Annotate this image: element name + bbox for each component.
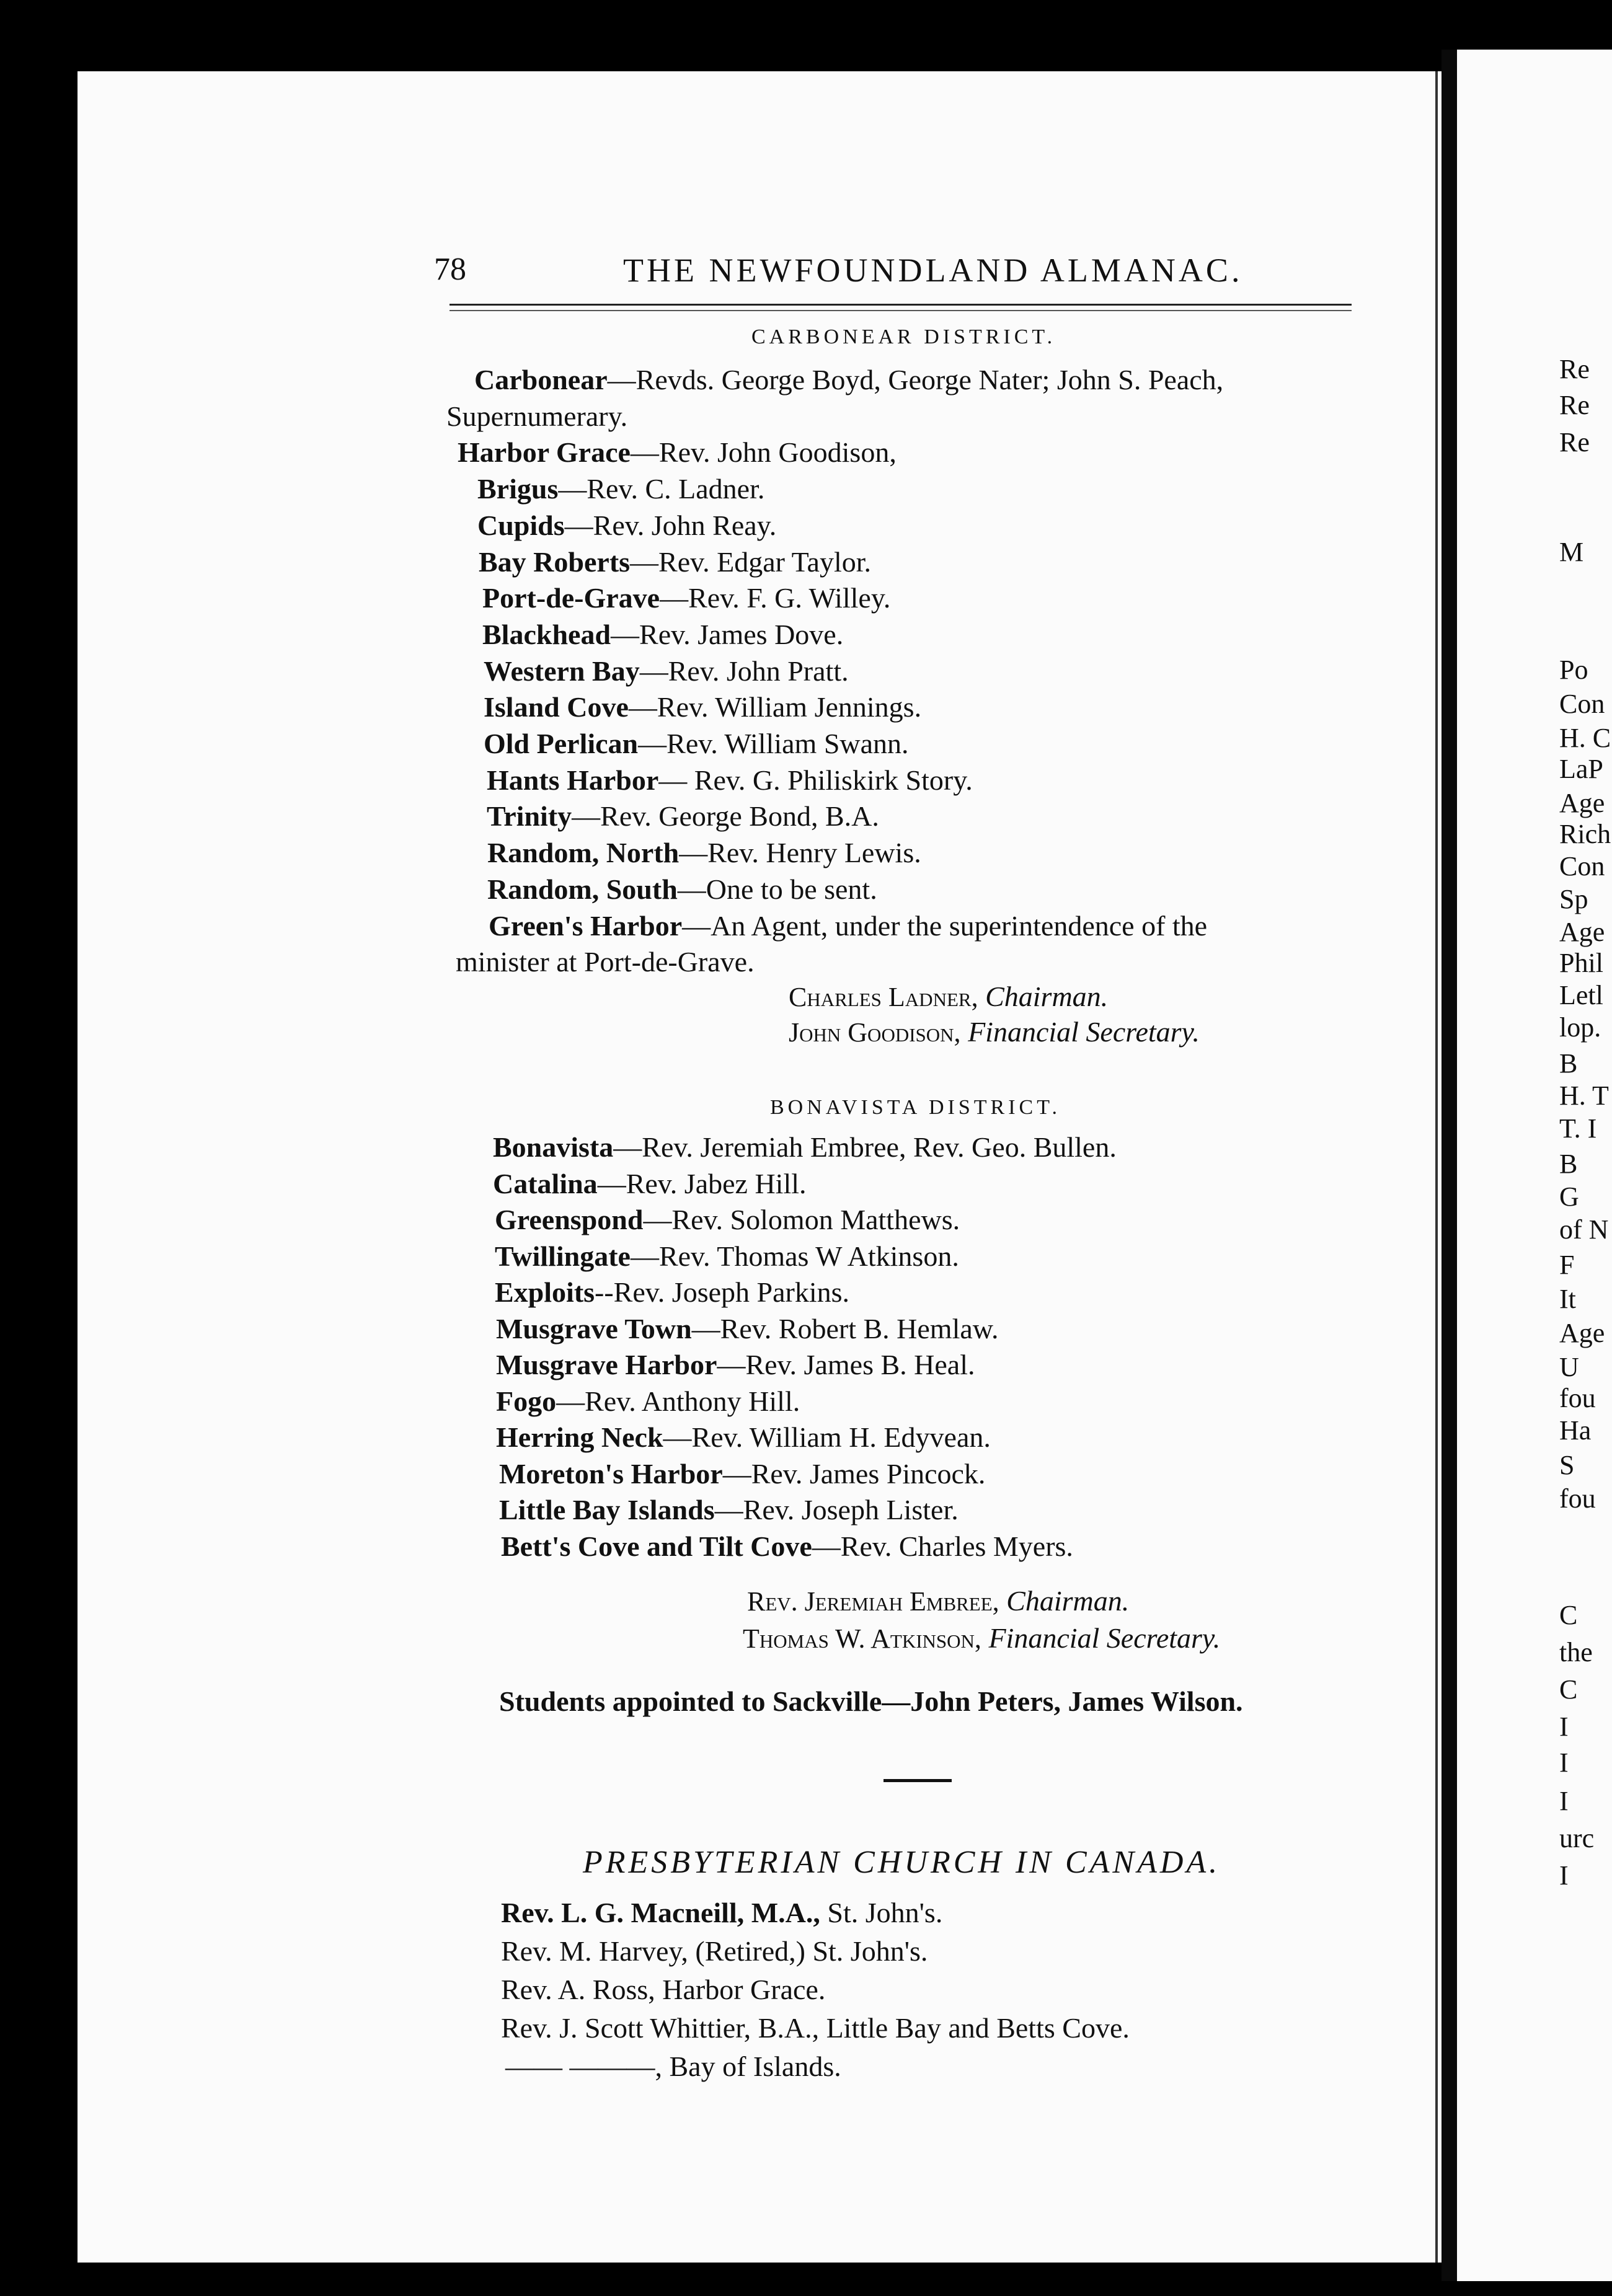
place-name: Old Perlican <box>484 728 639 759</box>
presbyterian-entry <box>501 2014 1130 2042</box>
appointment-line <box>484 657 849 686</box>
right-page-fragment: fou <box>1559 1383 1596 1413</box>
chairman-name: Rev. Jeremiah Embree, <box>747 1586 999 1617</box>
minister-text: Supernumerary. <box>446 400 628 432</box>
appointment-line <box>487 875 877 904</box>
right-page-fragment: B <box>1559 1048 1578 1079</box>
minister-text: —Rev. William Swann. <box>638 728 909 759</box>
right-page-fragment: U <box>1559 1352 1579 1382</box>
right-page-fragment: H. T <box>1559 1080 1609 1111</box>
parish-place: St. John's. <box>827 1897 943 1928</box>
place-name: Brigus <box>477 473 559 505</box>
minister-text: —Rev. George Bond, B.A. <box>572 800 879 832</box>
place-name: Bett's Cove and Tilt Cove <box>501 1530 812 1562</box>
presbyterian-entry <box>501 1976 825 2004</box>
appointment-line <box>496 1423 991 1452</box>
carbonear-chairman <box>789 982 1108 1011</box>
right-page-fragment: Con <box>1559 689 1605 719</box>
right-page-fragment: Po <box>1559 655 1588 685</box>
minister-text: —Rev. F. G. Willey. <box>660 582 891 614</box>
bonavista-heading: BONAVISTA DISTRICT. <box>770 1096 1061 1119</box>
place-name: Herring Neck <box>496 1421 663 1453</box>
carbonear-secretary <box>789 1018 1200 1046</box>
right-page-fragment: Re <box>1559 354 1590 384</box>
right-page-fragment: It <box>1559 1284 1576 1314</box>
appointment-line <box>493 1167 807 1199</box>
place-name: Exploits <box>495 1276 595 1308</box>
place-name: Random, North <box>487 837 680 869</box>
right-page-fragment: LaP <box>1559 754 1603 784</box>
right-page-fragment: Sp <box>1559 884 1588 914</box>
right-page-fragment: C <box>1559 1674 1578 1705</box>
chairman-title: Chairman. <box>1006 1585 1130 1617</box>
minister-text: —Rev. John Goodison, <box>630 436 897 469</box>
right-page-fragment: urc <box>1559 1823 1595 1853</box>
running-header: THE NEWFOUNDLAND ALMANAC. <box>623 252 1243 289</box>
right-page-fragment: S <box>1559 1450 1575 1480</box>
chairman-title: Chairman. <box>985 981 1109 1012</box>
minister-text: —Rev. Edgar Taylor. <box>630 545 872 578</box>
minister-text: —Revds. George Boyd, George Nater; John S. Peach, <box>607 364 1224 395</box>
place-name: Musgrave Town <box>496 1312 692 1344</box>
appointment-line <box>496 1312 999 1344</box>
minister-text: —Rev. Jeremiah Embree, Rev. Geo. Bullen. <box>613 1131 1117 1163</box>
secretary-name: Thomas W. Atkinson, <box>743 1623 981 1654</box>
place-name: Moreton's Harbor <box>499 1457 723 1490</box>
place-name: Cupids <box>477 509 565 541</box>
appointment-line <box>493 1133 1117 1162</box>
chairman-name: Charles Ladner, <box>789 982 978 1012</box>
right-page-fragment: F <box>1559 1250 1575 1280</box>
carbonear-heading: CARBONEAR DISTRICT. <box>751 325 1056 348</box>
minister-text: —Rev. C. Ladner. <box>558 473 765 505</box>
appointment-line <box>482 584 890 612</box>
right-page-fragment: Rich <box>1559 819 1611 849</box>
place-name: Catalina <box>493 1167 598 1199</box>
minister-text: —Rev. Robert B. Hemlaw. <box>691 1312 999 1344</box>
appointment-line <box>499 1457 986 1490</box>
right-page-fragment: T. I <box>1559 1113 1597 1144</box>
right-page-fragment: Ha <box>1559 1415 1592 1446</box>
minister-text: --Rev. Joseph Parkins. <box>595 1276 850 1308</box>
right-page-fragment: lop. <box>1559 1012 1601 1043</box>
secretary-title: Financial Secretary. <box>968 1016 1200 1048</box>
place-name: Green's Harbor <box>489 909 683 942</box>
place-name: Hants Harbor <box>487 764 659 796</box>
appointment-line <box>484 693 921 722</box>
place-name: Island Cove <box>484 691 629 723</box>
minister-text: —Rev. James Pincock. <box>722 1457 986 1490</box>
appointment-line <box>495 1278 849 1307</box>
place-name: Musgrave Harbor <box>496 1349 717 1380</box>
appointment-line <box>458 438 897 467</box>
right-page-fragment: H. C <box>1559 723 1611 753</box>
page-number: 78 <box>434 252 466 287</box>
minister-text: minister at Port-de-Grave. <box>456 946 755 978</box>
appointment-line <box>487 766 973 795</box>
right-page-fragment: I <box>1559 1786 1569 1816</box>
presbyterian-heading: PRESBYTERIAN CHURCH IN CANADA. <box>583 1845 1221 1880</box>
students-line: Students appointed to Sackville—John Peters, James Wilson. <box>499 1685 1243 1717</box>
minister-text: —Rev. John Pratt. <box>639 655 849 687</box>
right-page-fragment: M <box>1559 537 1584 567</box>
appointment-line <box>474 366 1223 394</box>
right-page-fragment: fou <box>1559 1483 1596 1514</box>
place-name: Port-de-Grave <box>482 582 660 614</box>
appointment-line <box>482 620 843 649</box>
right-page-fragment: I <box>1559 1711 1569 1742</box>
right-page-fragment: G <box>1559 1181 1579 1212</box>
minister-text: —Rev. Thomas W Atkinson. <box>630 1240 959 1272</box>
place-name: Little Bay Islands <box>499 1494 715 1526</box>
left-page <box>78 71 1442 2263</box>
minister-text: —Rev. James Dove. <box>611 618 844 650</box>
place-name: Carbonear <box>474 364 608 395</box>
minister-text: —Rev. Jabez Hill. <box>597 1167 807 1199</box>
parish-place: Harbor Grace. <box>662 1974 826 2005</box>
appointment-line <box>484 730 909 758</box>
presbyterian-entry <box>501 1937 928 1966</box>
minister-text: — Rev. G. Philiskirk Story. <box>658 764 973 796</box>
section-divider <box>884 1779 952 1782</box>
presbyterian-entry <box>501 1899 942 1927</box>
minister-text: —Rev. Joseph Lister. <box>714 1494 959 1526</box>
minister-text: —Rev. Anthony Hill. <box>556 1385 800 1417</box>
right-page-fragment: Phil <box>1559 948 1603 978</box>
appointment-line <box>446 402 627 431</box>
right-page-fragment: Re <box>1559 427 1590 457</box>
parish-place: St. John's. <box>812 1935 928 1967</box>
appointment-line <box>495 1206 960 1234</box>
right-page-fragment: Age <box>1559 1318 1605 1348</box>
right-page-fragment: B <box>1559 1149 1578 1179</box>
minister-name: Rev. A. Ross, <box>501 1974 663 2005</box>
page-edge <box>1435 71 1438 2263</box>
minister-text: —Rev. Henry Lewis. <box>679 837 921 869</box>
appointment-line <box>487 839 921 867</box>
right-page-fragment: of N <box>1559 1214 1609 1245</box>
minister-text: —One to be sent. <box>677 873 877 905</box>
right-page-fragment: I <box>1559 1747 1569 1778</box>
place-name: Western Bay <box>484 655 640 687</box>
minister-name: Rev. J. Scott Whittier, B.A., <box>501 2012 826 2044</box>
appointment-line <box>495 1242 959 1271</box>
place-name: Fogo <box>496 1385 557 1417</box>
appointment-line <box>499 1496 959 1524</box>
minister-name: —— ———, <box>505 2051 670 2082</box>
right-page-fragment: Age <box>1559 788 1605 818</box>
minister-text: —Rev. Charles Myers. <box>812 1530 1073 1562</box>
header-rule-thin <box>450 310 1352 311</box>
secretary-title: Financial Secretary. <box>988 1622 1221 1654</box>
parish-place: Little Bay and Betts Cove. <box>826 2012 1130 2044</box>
minister-name: Rev. M. Harvey, (Retired,) <box>501 1935 813 1967</box>
right-page-fragment: C <box>1559 1600 1578 1630</box>
bonavista-chairman <box>747 1587 1129 1615</box>
appointment-line <box>489 909 1208 942</box>
minister-text: —An Agent, under the superintendence of the <box>682 909 1208 942</box>
right-page-fragment: the <box>1559 1637 1593 1667</box>
appointment-line <box>487 802 879 831</box>
minister-text: —Rev. William Jennings. <box>628 691 922 723</box>
appointment-line <box>477 511 776 540</box>
appointment-line <box>456 948 755 976</box>
header-rule <box>450 304 1352 306</box>
secretary-name: John Goodison, <box>789 1017 961 1048</box>
parish-place: Bay of Islands. <box>669 2051 841 2082</box>
book-gutter <box>1442 50 1457 2281</box>
minister-text: —Rev. John Reay. <box>564 509 777 541</box>
place-name: Twillingate <box>495 1240 631 1272</box>
minister-name: Rev. L. G. Macneill, M.A., <box>501 1897 828 1928</box>
appointment-line <box>496 1387 800 1416</box>
place-name: Trinity <box>487 800 572 832</box>
appointment-line <box>477 475 764 503</box>
right-page-fragment: Re <box>1559 390 1590 420</box>
bonavista-secretary <box>743 1624 1220 1653</box>
place-name: Blackhead <box>482 618 611 650</box>
minister-text: —Rev. William H. Edyvean. <box>663 1421 991 1453</box>
presbyterian-entry <box>505 2052 841 2081</box>
place-name: Bonavista <box>493 1131 614 1163</box>
right-page-fragment: I <box>1559 1860 1569 1891</box>
appointment-line <box>496 1351 975 1379</box>
right-page-fragment: Age <box>1559 917 1605 947</box>
place-name: Random, South <box>487 873 678 905</box>
place-name: Harbor Grace <box>458 436 631 469</box>
place-name: Greenspond <box>495 1204 644 1235</box>
right-page-fragment: Letl <box>1559 980 1603 1010</box>
appointment-line <box>479 545 872 578</box>
right-page-fragment: Con <box>1559 851 1605 881</box>
minister-text: —Rev. Solomon Matthews. <box>643 1204 960 1235</box>
appointment-line <box>501 1532 1073 1561</box>
minister-text: —Rev. James B. Heal. <box>717 1349 975 1380</box>
place-name: Bay Roberts <box>479 545 631 578</box>
